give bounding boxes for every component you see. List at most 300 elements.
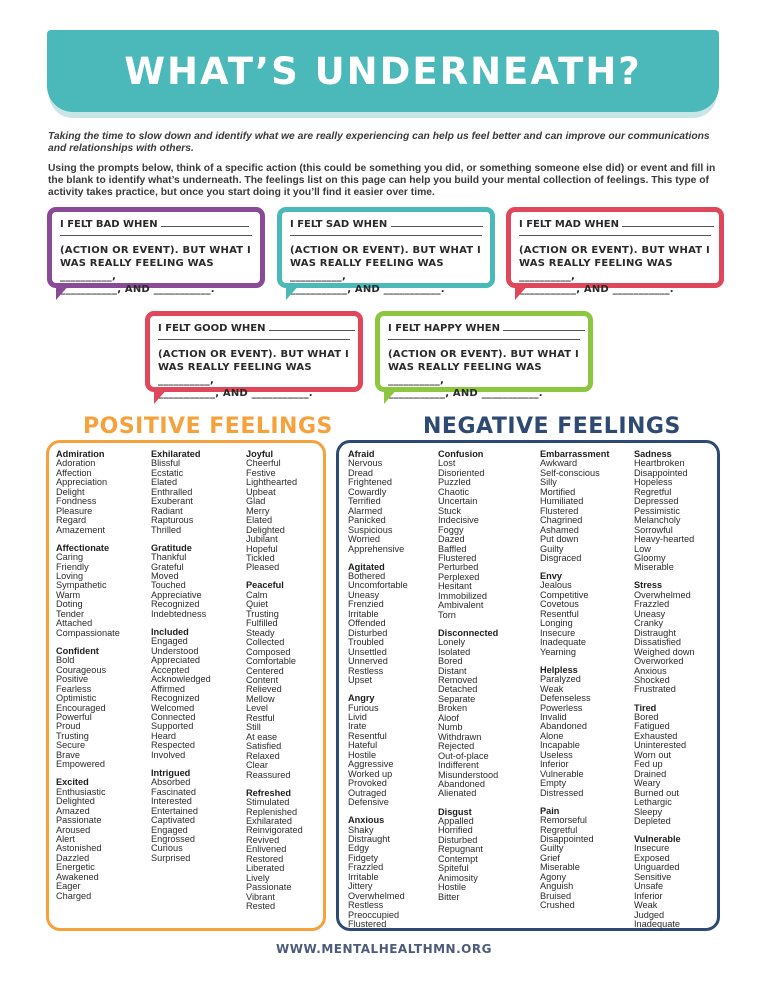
feeling-word: Dazed [438, 534, 465, 545]
feeling-word: Detached [438, 684, 478, 695]
feeling-group [56, 647, 120, 770]
feeling-word: Regretful [540, 824, 578, 835]
feeling-word: Anxious [634, 665, 667, 676]
feeling-word: Distraught [348, 834, 390, 844]
feeling-category: Helpless [540, 664, 578, 675]
feeling-word: Disappointed [540, 834, 594, 844]
feeling-word: Elated [151, 477, 178, 488]
feeling-word: Unsettled [348, 646, 387, 657]
feeling-word: Dazzled [56, 852, 90, 863]
feeling-word: Fearless [56, 683, 92, 694]
feeling-word: Radiant [151, 505, 183, 516]
feeling-category: Tired [634, 702, 657, 713]
feeling-word: Amazement [56, 524, 106, 535]
feeling-word: Lethargic [634, 797, 672, 808]
feeling-word: Overworked [634, 656, 684, 667]
prompt-bubble-sad [277, 207, 495, 295]
feeling-word: Puzzled [438, 477, 471, 488]
feeling-category: Peaceful [246, 580, 284, 591]
bubble-prompt: I FELT SAD WHEN [290, 219, 388, 230]
feeling-word: Understood [151, 645, 199, 656]
feeling-group [348, 694, 408, 807]
feeling-word: Indebtedness [151, 608, 207, 619]
feeling-word: Burned out [634, 787, 679, 798]
feeling-word: Awakened [56, 871, 99, 882]
feeling-word: Reinvigorated [246, 825, 303, 836]
feeling-word: Defensive [348, 797, 389, 808]
bubble-prompt: I FELT HAPPY WHEN [388, 323, 500, 334]
feeling-word: Rested [246, 901, 276, 912]
feeling-category: Excited [56, 777, 89, 788]
feeling-word: Absorbed [151, 777, 191, 788]
feeling-word: Thrilled [151, 524, 182, 535]
feeling-group [540, 807, 609, 911]
feeling-word: Tender [56, 608, 85, 619]
bubble-tail [515, 284, 529, 300]
feeling-word: Resentful [348, 730, 387, 741]
feeling-word: Delighted [56, 796, 95, 807]
feeling-word: Warm [56, 589, 81, 600]
feeling-word: Festive [246, 467, 276, 478]
feeling-word: Merry [246, 505, 270, 516]
feeling-word: Trusting [56, 730, 89, 741]
feeling-word: Heartbroken [634, 458, 685, 469]
feeling-word: Indecisive [438, 515, 479, 526]
feeling-word: Furious [348, 702, 379, 713]
feeling-word: Involved [151, 749, 186, 760]
feeling-word: Courageous [56, 664, 107, 675]
feeling-word: Indifferent [438, 760, 479, 771]
feeling-word: Weary [634, 778, 661, 789]
feeling-word: Unsafe [634, 881, 664, 892]
feeling-word: Recognized [151, 599, 200, 610]
feeling-word: Separate [438, 693, 476, 704]
feeling-word: Sorrowful [634, 524, 673, 535]
feeling-word: Inferior [634, 890, 663, 901]
feeling-word: Relieved [246, 684, 282, 695]
feeling-word: Baffled [438, 543, 467, 554]
feeling-word: Abandoned [438, 779, 486, 789]
feeling-word: Livid [348, 711, 367, 722]
feeling-word: Flustered [540, 505, 579, 516]
feeling-group [438, 450, 498, 620]
feeling-word: Perplexed [438, 571, 480, 582]
feeling-word: Rejected [438, 741, 475, 752]
feeling-word: Fascinated [151, 786, 196, 797]
feeling-word: Suspicious [348, 524, 393, 535]
feeling-word: Aggressive [348, 759, 394, 770]
feeling-word: Out-of-place [438, 750, 489, 761]
feeling-word: Enlivened [246, 844, 287, 855]
feeling-word: Disturbed [438, 834, 478, 845]
feeling-word: Exhilarated [246, 815, 292, 826]
feeling-word: Distressed [540, 787, 584, 798]
feeling-group [56, 778, 120, 901]
feeling-word: Cranky [634, 618, 664, 629]
feeling-word: Bitter [438, 891, 460, 902]
feeling-word: Appalled [438, 815, 474, 826]
feeling-word: Heavy-hearted [634, 534, 695, 545]
feeling-word: Mortified [540, 486, 576, 497]
feeling-category: Joyful [246, 449, 274, 459]
feeling-word: Centered [246, 665, 284, 676]
feeling-word: Jubilant [246, 534, 278, 545]
bubble-text: (ACTION OR EVENT). BUT WHAT I WAS REALLY FEELING WAS __________, ___________, AND ___________. [388, 349, 579, 399]
feeling-word: Edgy [348, 843, 369, 854]
feeling-word: Exuberant [151, 496, 193, 507]
feeling-word: Defenseless [540, 693, 591, 704]
feeling-word: Respected [151, 740, 195, 751]
feeling-word: Cheerful [246, 458, 281, 469]
feeling-word: Resentful [540, 608, 579, 619]
feeling-word: Calm [246, 589, 268, 600]
bubble-prompt: I FELT MAD WHEN [519, 219, 619, 230]
feeling-word: Ashamed [540, 524, 579, 535]
bubble-tail [154, 388, 168, 404]
feeling-word: Sympathetic [56, 580, 107, 591]
feeling-word: Connected [151, 711, 196, 722]
feeling-category: Embarrassment [540, 449, 610, 459]
feeling-word: Inadequate [634, 919, 680, 930]
positive-column-1 [56, 450, 120, 910]
feeling-word: Powerful [56, 711, 92, 722]
feeling-word: Distraught [634, 627, 676, 638]
feeling-category: Agitated [348, 561, 385, 572]
positive-feelings-heading: POSITIVE FEELINGS [83, 414, 333, 439]
feeling-group [438, 808, 498, 903]
feeling-word: Mellow [246, 693, 275, 704]
feeling-word: Apprehensive [348, 543, 405, 554]
feeling-word: Drained [634, 768, 667, 779]
feeling-word: Melancholy [634, 515, 681, 526]
feeling-category: Sadness [634, 449, 672, 459]
bubble-prompt: I FELT GOOD WHEN [158, 323, 266, 334]
feeling-word: Vulnerable [540, 768, 584, 779]
feeling-word: Chagrined [540, 515, 583, 526]
feeling-category: Vulnerable [634, 834, 681, 844]
feeling-word: Regard [56, 515, 87, 526]
feeling-word: Stimulated [246, 797, 290, 808]
feeling-word: Reassured [246, 769, 291, 780]
feeling-word: Elated [246, 515, 273, 526]
feeling-category: Disconnected [438, 627, 499, 638]
intro-paragraph-1: Taking the time to slow down and identify what we are really experiencing can help us feel better and can improve our communications and relationships with others. [48, 131, 710, 154]
feeling-word: Captivated [151, 815, 195, 826]
negative-column-4 [634, 450, 695, 938]
feeling-word: Terrified [348, 496, 381, 507]
feeling-word: Tickled [246, 552, 275, 563]
feeling-word: Engrossed [151, 834, 195, 844]
feeling-word: Acknowledged [151, 674, 211, 685]
feeling-word: Bored [438, 656, 463, 667]
feeling-word: Engaged [151, 636, 188, 647]
feeling-word: Exposed [634, 852, 670, 863]
feeling-word: Inadequate [540, 637, 586, 648]
feeling-word: Horrified [438, 825, 473, 836]
feeling-word: Weighed down [634, 646, 695, 657]
feeling-word: Bruised [540, 890, 572, 901]
bubble-tail [56, 284, 70, 300]
feeling-group [246, 789, 303, 912]
feeling-word: Delight [56, 486, 85, 497]
feeling-word: Ambivalent [438, 600, 484, 611]
feeling-word: Broken [438, 703, 468, 714]
feeling-group [151, 544, 211, 620]
feeling-word: Numb [438, 722, 463, 733]
feeling-word: Inferior [540, 759, 569, 770]
feeling-word: Worn out [634, 749, 672, 760]
feeling-category: Anxious [348, 815, 385, 826]
feeling-word: Compassionate [56, 627, 120, 638]
feeling-word: Moved [151, 571, 179, 582]
feeling-word: Uneasy [634, 608, 666, 619]
feeling-word: Gloomy [634, 552, 666, 563]
feeling-word: Bored [634, 711, 659, 722]
feeling-word: Proud [56, 721, 81, 732]
feeling-word: Uncomfortable [348, 580, 408, 591]
feeling-word: Preoccupied [348, 909, 400, 920]
feeling-word: Low [634, 543, 651, 554]
feeling-group [634, 450, 695, 573]
feeling-group [151, 628, 211, 760]
feeling-word: Jealous [540, 580, 572, 591]
feeling-word: Still [246, 722, 261, 733]
feeling-word: Secure [56, 740, 86, 751]
feeling-word: Charged [56, 890, 92, 901]
feeling-word: Positive [56, 674, 89, 685]
feeling-word: Awkward [540, 458, 578, 469]
feeling-word: Abandoned [540, 721, 588, 732]
feeling-word: Friendly [56, 561, 89, 572]
feeling-word: Flustered [438, 552, 477, 563]
feeling-word: Weak [634, 900, 658, 911]
feeling-group [56, 450, 120, 535]
feeling-word: Fulfilled [246, 618, 278, 629]
feeling-word: Trusting [246, 608, 279, 619]
blank-line [158, 335, 350, 340]
feeling-word: Replenished [246, 806, 298, 817]
positive-column-3 [246, 450, 303, 920]
feeling-word: Appreciated [151, 655, 201, 666]
feeling-word: Rapturous [151, 515, 194, 526]
title-banner [47, 30, 719, 112]
feeling-word: Grateful [151, 561, 184, 572]
feeling-word: Caring [56, 552, 84, 563]
feeling-word: Fondness [56, 496, 97, 507]
feeling-word: Loving [56, 571, 84, 582]
feeling-word: Perturbed [438, 562, 479, 573]
feeling-word: Attached [56, 618, 93, 629]
feeling-word: Upset [348, 675, 373, 686]
feeling-word: Glad [246, 496, 266, 507]
feeling-word: Weak [540, 683, 564, 694]
feeling-word: Contempt [438, 853, 478, 864]
feeling-word: Regretful [634, 486, 672, 497]
positive-column-2 [151, 450, 211, 872]
feeling-word: Thankful [151, 552, 187, 563]
feeling-group [540, 666, 609, 798]
feeling-word: Cowardly [348, 486, 387, 497]
feeling-word: Empowered [56, 759, 106, 770]
feeling-category: Pain [540, 805, 560, 816]
feeling-word: Guilty [540, 843, 564, 854]
feeling-group [246, 450, 303, 573]
feeling-word: Immobilized [438, 590, 488, 601]
feeling-word: Silly [540, 477, 557, 488]
feeling-word: Worked up [348, 768, 393, 779]
feeling-word: Uneasy [348, 589, 380, 600]
feeling-word: Miserable [540, 862, 580, 873]
feeling-word: Welcomed [151, 702, 195, 713]
blank-line [388, 335, 580, 340]
feeling-word: Restored [246, 853, 284, 864]
feeling-word: Offended [348, 618, 386, 629]
feeling-word: Alert [56, 834, 75, 844]
feeling-word: Humiliated [540, 496, 584, 507]
feeling-word: Supported [151, 721, 194, 732]
feeling-word: Powerless [540, 702, 583, 713]
feeling-group [438, 629, 498, 799]
feeling-word: Enthusiastic [56, 786, 106, 797]
feeling-word: Misunderstood [438, 769, 499, 780]
feeling-word: Lonely [438, 637, 466, 648]
feeling-word: Interested [151, 796, 192, 807]
feeling-word: Alarmed [348, 505, 383, 516]
feeling-word: Longing [540, 618, 573, 629]
feeling-word: Restless [348, 665, 384, 676]
feeling-word: Content [246, 675, 279, 686]
feeling-word: Dissatisfied [634, 637, 681, 648]
feeling-word: Entertained [151, 805, 198, 816]
feeling-word: Troubled [348, 637, 384, 648]
feeling-word: Fatigued [634, 721, 670, 732]
blank-line [60, 231, 252, 236]
feeling-word: Repugnant [438, 844, 483, 855]
prompt-bubble-happy [375, 311, 593, 399]
feeling-word: Pleased [246, 562, 280, 573]
feeling-word: Collected [246, 637, 285, 648]
prompt-bubble-mad [506, 207, 724, 295]
feeling-word: Eager [56, 881, 81, 892]
feeling-word: Lighthearted [246, 477, 298, 488]
intro-paragraph-2: Using the prompts below, think of a specific action (this could be something you did, or something someone else did) or event and fill in the blank to identify what’s underneath. The feelings list on this page can help you build your mental collection of feelings. This type of activity takes practice, but once you start doing it you’ll find it easier over time. [48, 163, 716, 198]
feeling-group [246, 581, 303, 780]
feeling-word: Pleasure [56, 505, 93, 516]
feeling-word: Disappointed [634, 467, 688, 478]
feeling-word: Lively [246, 872, 270, 883]
feeling-category: Exhilarated [151, 449, 201, 459]
negative-column-1 [348, 450, 408, 938]
bubble-text: (ACTION OR EVENT). BUT WHAT I WAS REALLY FEELING WAS __________, ___________, AND ___________. [60, 245, 251, 295]
blank-line [290, 231, 482, 236]
feeling-word: Provoked [348, 778, 387, 789]
feeling-word: Agony [540, 871, 567, 882]
feeling-word: Blissful [151, 458, 181, 469]
feeling-word: Disgraced [540, 552, 582, 563]
feeling-category: Intrigued [151, 767, 191, 778]
feeling-word: Doting [56, 599, 83, 610]
feeling-group [634, 835, 695, 930]
feeling-word: Composed [246, 646, 291, 657]
feeling-word: Delighted [246, 524, 285, 535]
feeling-word: Hostile [348, 749, 377, 760]
feeling-word: Bothered [348, 571, 386, 582]
feeling-word: Covetous [540, 599, 579, 610]
bubble-tail [286, 284, 300, 300]
feeling-word: Useless [540, 749, 573, 760]
feeling-word: Yearning [540, 646, 576, 657]
feeling-group [348, 450, 408, 554]
feeling-group [540, 572, 609, 657]
feeling-group [151, 769, 211, 864]
feeling-word: Unguarded [634, 862, 680, 873]
feeling-word: Overwhelmed [348, 890, 405, 901]
feeling-word: Sensitive [634, 871, 672, 882]
feeling-word: Restless [348, 900, 384, 911]
feeling-group [634, 581, 695, 694]
feeling-word: Exhausted [634, 730, 678, 741]
feeling-category: Confusion [438, 449, 484, 459]
bubble-text: (ACTION OR EVENT). BUT WHAT I WAS REALLY FEELING WAS __________, ___________, AND ___________. [290, 245, 481, 295]
feeling-category: Stress [634, 580, 663, 591]
feeling-word: Aloof [438, 712, 459, 723]
feeling-category: Angry [348, 693, 375, 704]
feeling-word: At ease [246, 731, 278, 742]
feeling-word: Encouraged [56, 702, 106, 713]
feeling-word: Distant [438, 665, 467, 676]
feeling-word: Comfortable [246, 656, 297, 667]
feeling-word: Frenzied [348, 599, 384, 610]
feeling-word: Bold [56, 655, 75, 666]
feeling-word: Outraged [348, 787, 387, 798]
feeling-word: Nervous [348, 458, 383, 469]
feeling-word: Pessimistic [634, 505, 680, 516]
feeling-word: Vibrant [246, 891, 275, 902]
bubble-text: (ACTION OR EVENT). BUT WHAT I WAS REALLY FEELING WAS __________, ___________, AND ___________. [158, 349, 349, 399]
feeling-category: Disgust [438, 806, 472, 817]
feeling-group [348, 563, 408, 686]
feeling-word: Restful [246, 712, 275, 723]
feeling-word: Jittery [348, 881, 373, 892]
feeling-word: Appreciative [151, 589, 202, 600]
feeling-word: Enthralled [151, 486, 193, 497]
feeling-word: Hesitant [438, 581, 472, 592]
negative-column-3 [540, 450, 609, 919]
feeling-word: Touched [151, 580, 186, 591]
feeling-word: Revived [246, 834, 280, 845]
feeling-word: Overwhelmed [634, 589, 691, 600]
feeling-word: Amazed [56, 805, 90, 816]
feeling-word: Uninterested [634, 740, 687, 751]
feeling-word: Relaxed [246, 750, 280, 761]
feeling-word: Disturbed [348, 627, 388, 638]
feeling-word: Recognized [151, 693, 200, 704]
feeling-word: Affirmed [151, 683, 186, 694]
feeling-word: Lost [438, 458, 456, 469]
feeling-word: Shaky [348, 824, 374, 835]
feeling-word: Fidgety [348, 852, 379, 863]
feeling-word: Curious [151, 843, 183, 854]
feeling-word: Anguish [540, 881, 574, 892]
negative-column-2 [438, 450, 498, 911]
feeling-category: Afraid [348, 449, 375, 459]
feeling-category: Refreshed [246, 787, 291, 798]
feeling-word: Frustrated [634, 684, 676, 695]
feeling-word: Accepted [151, 664, 190, 675]
feeling-category: Included [151, 626, 189, 637]
feeling-word: Hopeless [634, 477, 673, 488]
feeling-word: Affection [56, 467, 92, 478]
